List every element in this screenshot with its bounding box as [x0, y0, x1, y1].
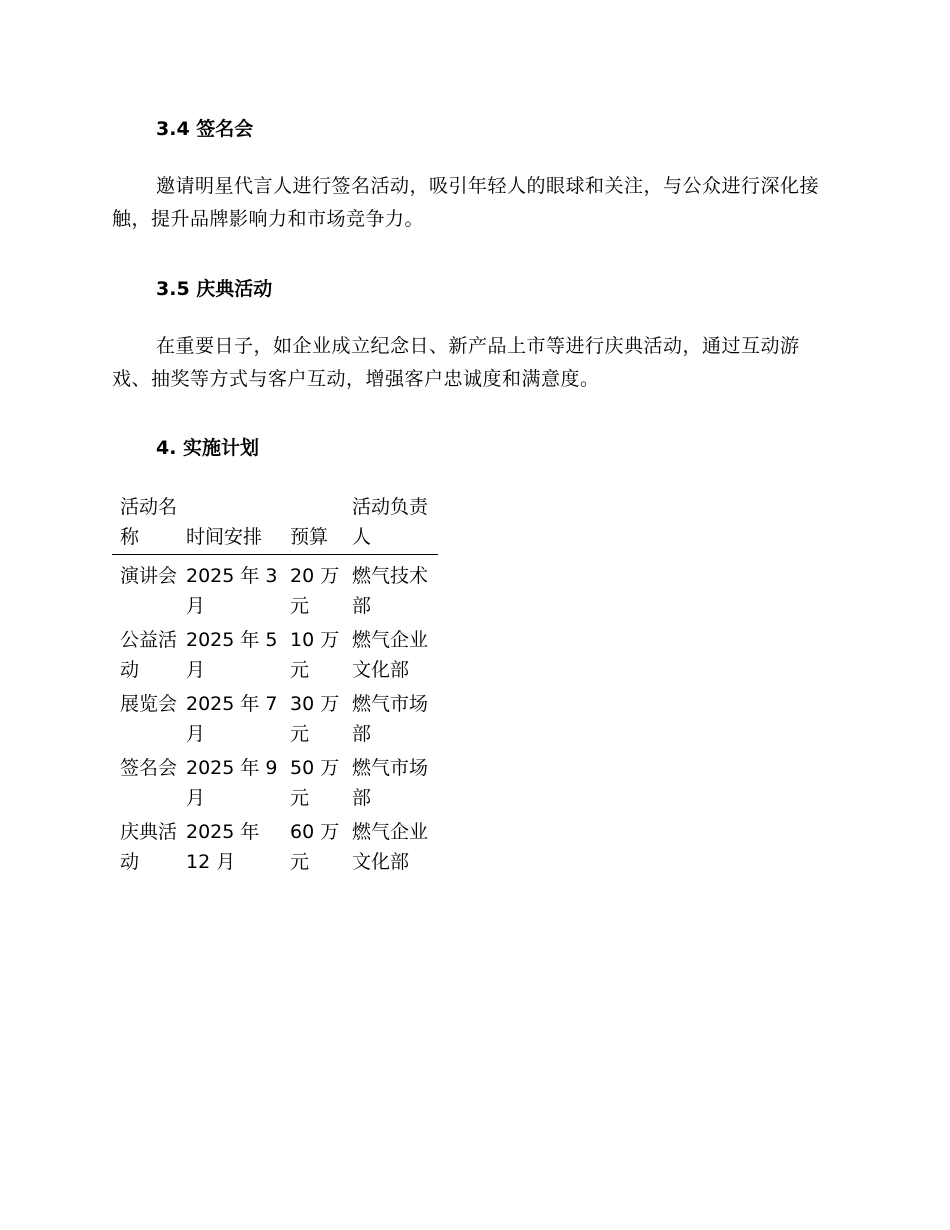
table-row — [112, 625, 438, 689]
column-header-schedule: 时间安排 — [178, 492, 282, 555]
cell-budget: 30 万元 — [290, 693, 340, 745]
section-paragraph-signing: 邀请明星代言人进行签名活动，吸引年轻人的眼球和关注，与公众进行深化接触，提升品牌影响力和市场竞争力。 — [112, 175, 820, 230]
cell-schedule: 2025 年 3 月 — [186, 565, 278, 617]
cell-activity-name: 庆典活动 — [120, 821, 178, 873]
cell-owner: 燃气技术部 — [352, 565, 429, 617]
cell-schedule: 2025 年 9 月 — [186, 757, 278, 809]
table-row — [112, 689, 438, 753]
table-row — [112, 753, 438, 817]
cell-owner: 燃气企业文化部 — [352, 629, 429, 681]
cell-owner: 燃气企业文化部 — [352, 821, 429, 873]
table-header-row — [112, 492, 438, 555]
cell-budget: 60 万元 — [290, 821, 340, 873]
cell-schedule: 2025 年 7 月 — [186, 693, 278, 745]
cell-activity-name: 演讲会 — [120, 565, 178, 587]
cell-owner: 燃气市场部 — [352, 693, 429, 745]
section-heading-signing: 3.4 签名会 — [156, 118, 254, 140]
cell-activity-name: 公益活动 — [120, 629, 178, 681]
cell-budget: 10 万元 — [290, 629, 340, 681]
cell-owner: 燃气市场部 — [352, 757, 429, 809]
section-heading-celebration: 3.5 庆典活动 — [156, 278, 273, 300]
cell-budget: 50 万元 — [290, 757, 340, 809]
section-paragraph-celebration: 在重要日子，如企业成立纪念日、新产品上市等进行庆典活动，通过互动游戏、抽奖等方式与客户互动，增强客户忠诚度和满意度。 — [112, 335, 800, 390]
cell-activity-name: 签名会 — [120, 757, 178, 779]
table-row — [112, 817, 438, 881]
cell-schedule: 2025 年 12 月 — [186, 821, 260, 873]
implementation-plan-table — [112, 492, 438, 881]
table-row — [112, 555, 438, 626]
cell-schedule: 2025 年 5 月 — [186, 629, 278, 681]
column-header-activity-name: 活动名称 — [112, 492, 178, 555]
cell-activity-name: 展览会 — [120, 693, 178, 715]
column-header-budget: 预算 — [282, 492, 344, 555]
column-header-owner: 活动负责人 — [344, 492, 438, 555]
cell-budget: 20 万元 — [290, 565, 340, 617]
section-heading-implementation-plan: 4. 实施计划 — [156, 437, 260, 459]
